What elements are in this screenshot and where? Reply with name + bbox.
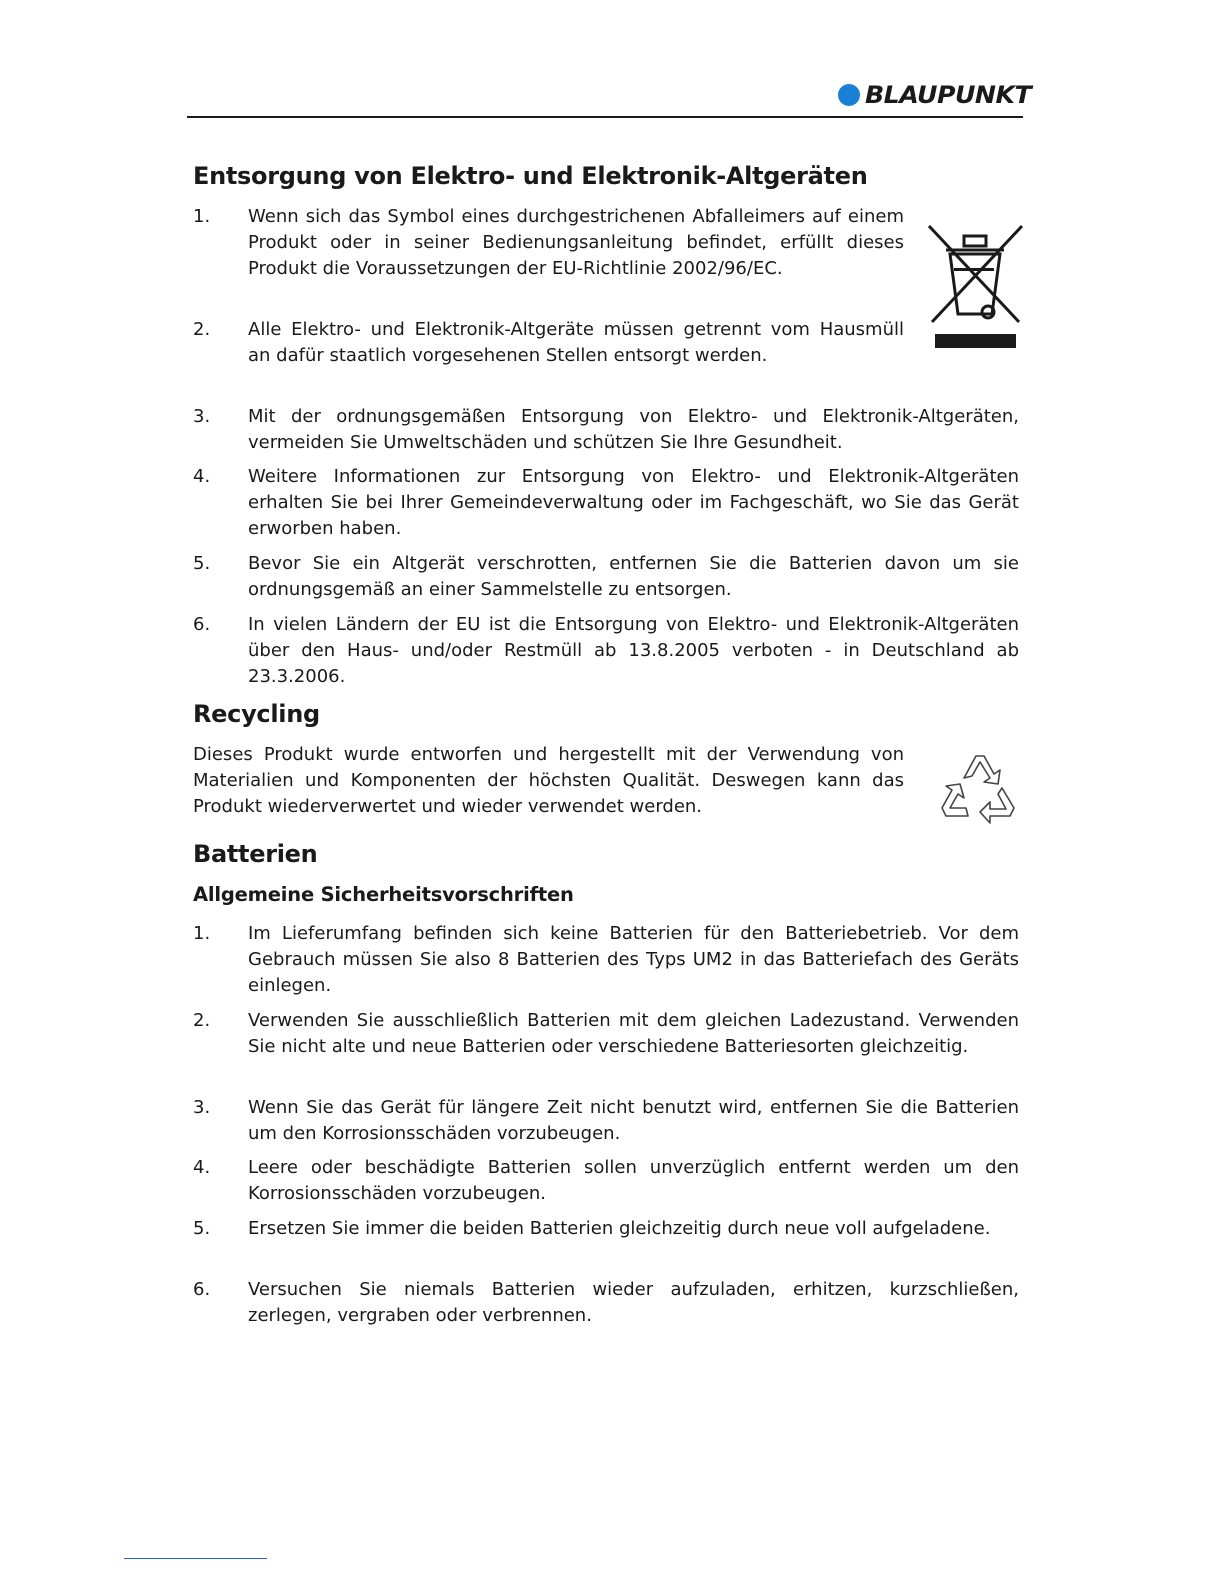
brand-logo bbox=[838, 80, 1031, 110]
list-item bbox=[193, 551, 1019, 603]
brand-name: BLAUPUNKT bbox=[864, 81, 1031, 109]
list-item-text: Bevor Sie ein Altgerät verschrotten, entfernen Sie die Batterien davon um sie ordnungsgemäß an einer Sammelstelle zu entsorgen. bbox=[248, 553, 1019, 600]
list-item-text: Wenn Sie das Gerät für längere Zeit nicht benutzt wird, entfernen Sie die Batterien um den Korrosionsschäden vorzubeugen. bbox=[248, 1097, 1019, 1144]
list-item bbox=[193, 464, 1019, 542]
recycling-icon bbox=[938, 748, 1020, 824]
list-item-text: Versuchen Sie niemals Batterien wieder aufzuladen, erhitzen, kurzschließen, zerlegen, vergraben oder verbrennen. bbox=[248, 1279, 1019, 1326]
list-item-number: 2. bbox=[193, 319, 211, 340]
recycling-text: Dieses Produkt wurde entworfen und hergestellt mit der Verwendung von Materialien und Komponenten der höchsten Qualität. Deswegen kann das Produkt wiederverwertet und wieder verwendet werden. bbox=[193, 744, 904, 817]
batteries-title: Batterien bbox=[193, 840, 318, 868]
list-item-number: 5. bbox=[193, 1218, 211, 1239]
list-item-text: Wenn sich das Symbol eines durchgestrichenen Abfalleimers auf einem Produkt oder in seiner Bedienungsanleitung befindet, erfüllt dieses Produkt die Voraussetzungen der EU-Richtlinie 2002/96/EC. bbox=[248, 206, 904, 279]
list-item-number: 3. bbox=[193, 406, 211, 427]
list-item-number: 6. bbox=[193, 614, 211, 635]
batteries-subtitle: Allgemeine Sicherheitsvorschriften bbox=[193, 883, 574, 906]
list-item-text: Alle Elektro- und Elektronik-Altgeräte müssen getrennt vom Hausmüll an dafür staatlich vorgesehenen Stellen entsorgt werden. bbox=[248, 319, 904, 366]
disposal-title: Entsorgung von Elektro- und Elektronik-Altgeräten bbox=[193, 162, 868, 190]
list-item-number: 4. bbox=[193, 1157, 211, 1178]
list-item-text: Im Lieferumfang befinden sich keine Batterien für den Batteriebetrieb. Vor dem Gebrauch müssen Sie also 8 Batterien des Typs UM2 in das Batteriefach des Geräts einlegen. bbox=[248, 923, 1019, 996]
list-item-text: In vielen Ländern der EU ist die Entsorgung von Elektro- und Elektronik-Altgeräten über den Haus- und/oder Restmüll ab 13.8.2005 verboten - in Deutschland ab 23.3.2006. bbox=[248, 614, 1019, 687]
list-item bbox=[193, 1095, 1019, 1147]
list-item-number: 6. bbox=[193, 1279, 211, 1300]
list-item bbox=[193, 1216, 1019, 1268]
list-item-text: Leere oder beschädigte Batterien sollen unverzüglich entfernt werden um den Korrosionsschäden vorzubeugen. bbox=[248, 1157, 1019, 1204]
list-item bbox=[193, 204, 904, 308]
list-item-text: Mit der ordnungsgemäßen Entsorgung von Elektro- und Elektronik-Altgeräten, vermeiden Sie Umweltschäden und schützen Sie Ihre Gesundheit. bbox=[248, 406, 1019, 453]
list-item bbox=[193, 404, 1019, 456]
list-item bbox=[193, 1008, 1019, 1086]
list-item-number: 1. bbox=[193, 923, 211, 944]
list-item bbox=[193, 1155, 1019, 1207]
crossed-out-wheelie-bin-icon bbox=[926, 222, 1024, 350]
footer-divider bbox=[124, 1558, 267, 1559]
recycling-title: Recycling bbox=[193, 700, 320, 728]
list-item-number: 2. bbox=[193, 1010, 211, 1031]
list-item bbox=[193, 1277, 1019, 1329]
list-item-number: 5. bbox=[193, 553, 211, 574]
list-item bbox=[193, 921, 1019, 999]
page-header bbox=[187, 78, 1031, 118]
list-item-text: Weitere Informationen zur Entsorgung von Elektro- und Elektronik-Altgeräten erhalten Sie bei Ihrer Gemeindeverwaltung oder im Fachgeschäft, wo Sie das Gerät erworben haben. bbox=[248, 466, 1019, 539]
list-item-text: Ersetzen Sie immer die beiden Batterien gleichzeitig durch neue voll aufgeladene. bbox=[248, 1218, 991, 1239]
list-item bbox=[193, 612, 1019, 690]
list-item-number: 1. bbox=[193, 206, 211, 227]
list-item-number: 3. bbox=[193, 1097, 211, 1118]
list-item bbox=[193, 317, 904, 395]
list-item-number: 4. bbox=[193, 466, 211, 487]
list-item-text: Verwenden Sie ausschließlich Batterien mit dem gleichen Ladezustand. Verwenden Sie nicht alte und neue Batterien oder verschiedene Batteriesorten gleichzeitig. bbox=[248, 1010, 1019, 1057]
brand-dot-icon bbox=[838, 84, 860, 106]
